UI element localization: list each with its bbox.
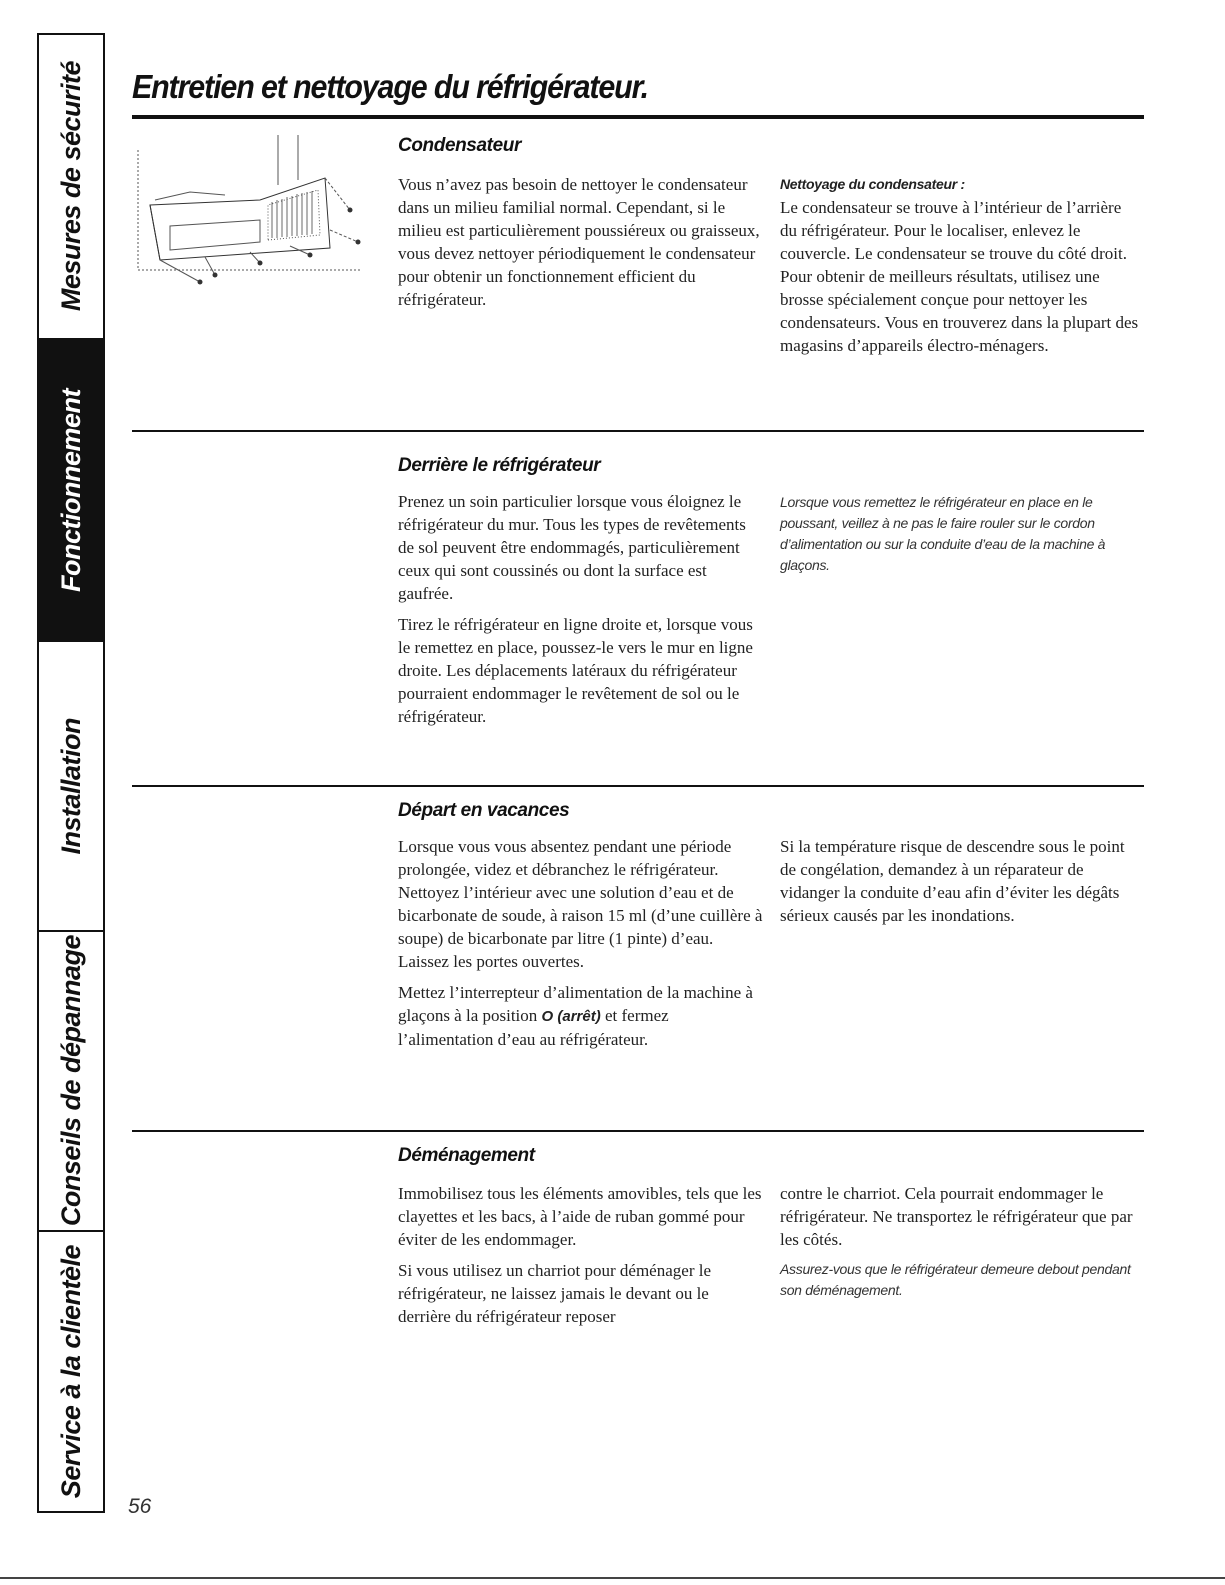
title-rule [132,115,1144,119]
paragraph: Tirez le réfrigérateur en ligne droite et, lorsque vous le remettez en place, poussez-le vers le mur en ligne droite. Les déplacements latéraux du réfrigérateur pourraient endommager le revêtement de sol ou le réfrigérateur. [398,615,753,726]
condenser-illustration [130,130,375,300]
paragraph: Si la température risque de descendre sous le point de congélation, demandez à un réparateur de vidanger la conduite d’eau afin d’éviter les dégâts sérieux causés par les inondations. [780,837,1125,925]
tab-conseils-de-depannage[interactable] [39,932,103,1232]
italic-note: Assurez-vous que le réfrigérateur demeure debout pendant son déménagement. [780,1261,1131,1298]
paragraph: Lorsque vous vous absentez pendant une période prolongée, videz et débranchez le réfrigérateur. Nettoyez l’intérieur avec une solution d’eau et de bicarbonate de soude, à raison 15 ml (d’une cuillère à soupe) de bicarbonate par litre (1 pinte) d’eau. Laissez les portes ouvertes. [398,837,763,971]
tab-label: Mesures de sécurité [55,61,86,312]
condenser-left-column [398,173,763,319]
section-tabs [37,33,105,1513]
condenser-right-column [780,173,1142,365]
moving-right-column [780,1182,1142,1309]
paragraph-switch [398,981,763,1051]
section-title-demenagement: Déménagement [398,1145,535,1166]
text: et fermez l’alimentation d’eau au réfrigérateur. [398,1006,669,1049]
page-number: 56 [128,1495,152,1518]
section-divider [132,430,1144,432]
sub-heading: Nettoyage du condensateur : [780,176,965,192]
section-divider [132,1130,1144,1132]
section-divider [132,785,1144,787]
vacation-left-column [398,835,763,1059]
tab-label: Service à la clientèle [55,1244,86,1499]
tab-installation[interactable] [39,642,103,932]
behind-left-column [398,490,763,736]
paragraph: Immobilisez tous les éléments amovibles, tels que les clayettes et les bacs, à l’aide de ruban gommé pour éviter de les endommager. [398,1184,762,1249]
vacation-right-column [780,835,1142,935]
moving-left-column [398,1182,763,1336]
tab-label: Installation [55,717,86,855]
tab-label: Conseils de dépannage [55,935,86,1227]
italic-note: Lorsque vous remettez le réfrigérateur en place en le poussant, veillez à ne pas le faire rouler sur le cordon d’alimentation ou sur la conduite d’eau de la machine à glaçons. [780,494,1106,573]
paragraph: contre le charriot. Cela pourrait endommager le réfrigérateur. Ne transportez le réfrigérateur que par les côtés. [780,1184,1133,1249]
section-title-condensateur: Condensateur [398,135,521,156]
paragraph: Le condensateur se trouve à l’intérieur de l’arrière du réfrigérateur. Pour le localiser, enlevez le couvercle. Le condensateur se trouve du côté droit. Pour obtenir de meilleurs résultats, utilisez une brosse spécialement conçue pour nettoyer les condensateurs. Vous en trouverez dans la plupart des magasins d’appareils électro-ménagers. [780,198,1139,355]
section-title-vacances: Départ en vacances [398,800,570,821]
off-position-label: O (arrêt) [541,1008,601,1025]
page-title: Entretien et nettoyage du réfrigérateur. [132,68,648,105]
paragraph: Vous n’avez pas besoin de nettoyer le condensateur dans un milieu familial normal. Cependant, si le milieu est particulièrement poussiéreux ou graisseux, vous devez nettoyer périodiquement le condensateur pour obtenir un fonctionnement efficient du réfrigérateur. [398,175,760,309]
text: Mettez l’interrepteur d’alimentation de la machine à glaçons à la position [398,983,753,1025]
tab-service-a-la-clientele[interactable] [39,1232,103,1511]
section-title-derriere: Derrière le réfrigérateur [398,455,601,476]
tab-mesures-de-securite[interactable] [39,35,103,340]
paragraph: Prenez un soin particulier lorsque vous éloignez le réfrigérateur du mur. Tous les types de revêtements de sol peuvent être endommagés, particulièrement ceux qui sont coussinés ou dont la surface est gaufrée. [398,492,746,603]
bottom-edge-line [0,1577,1225,1579]
behind-right-column [780,492,1142,584]
paragraph: Si vous utilisez un charriot pour déménager le réfrigérateur, ne laissez jamais le devant ou le derrière du réfrigérateur reposer [398,1261,711,1326]
tab-label: Fonctionnement [55,388,86,592]
tab-fonctionnement[interactable] [39,340,103,642]
